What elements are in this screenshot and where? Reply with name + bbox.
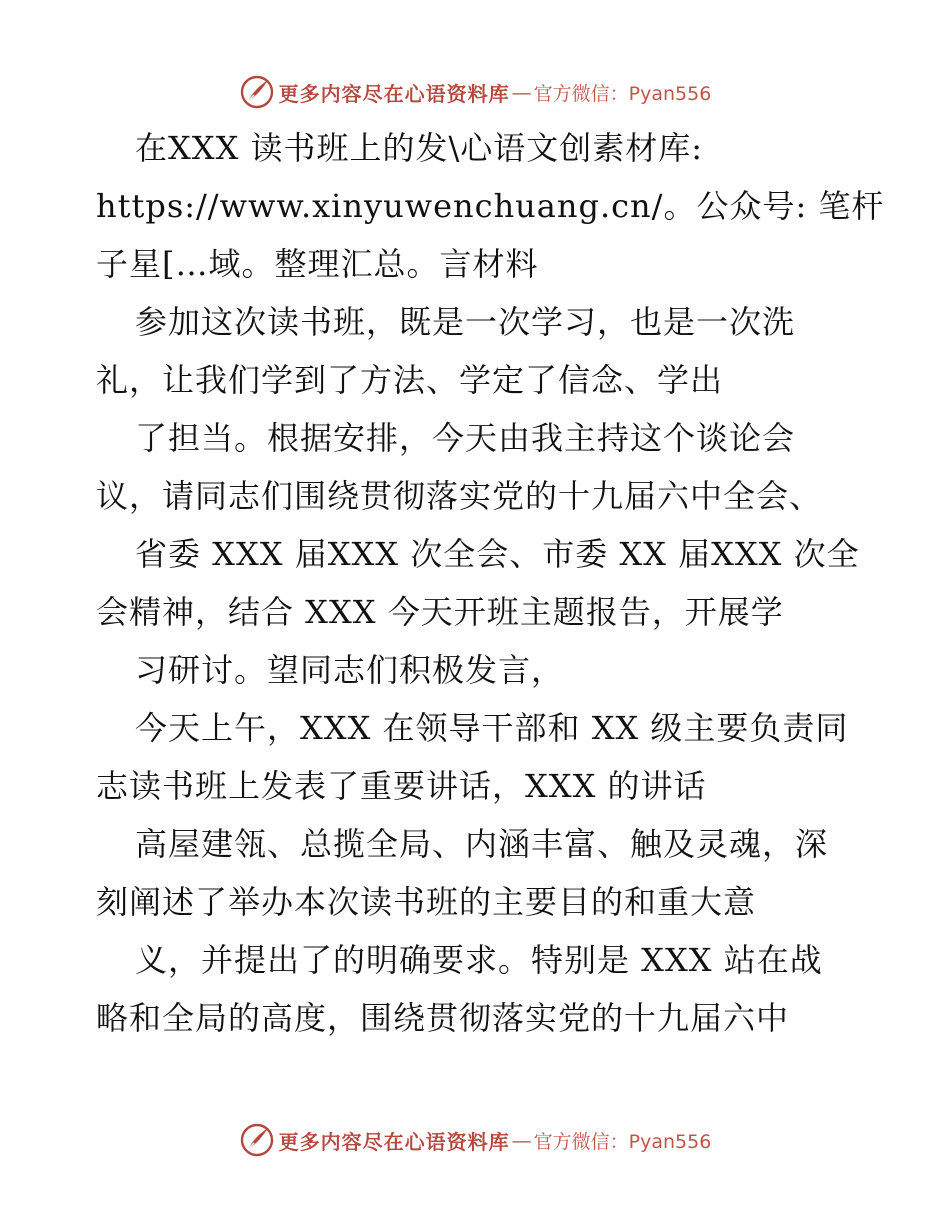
banner-title: 更多内容尽在心语资料库 bbox=[278, 81, 510, 106]
text-line: 高屋建瓴、总揽全局、内涵丰富、触及灵魂，深 bbox=[135, 825, 829, 863]
text-line: 在XXX 读书班上的发\心语文创素材库: bbox=[135, 129, 704, 167]
text-line: 省委 XXX 届XXX 次全会、市委 XX 届XXX 次全 bbox=[135, 535, 860, 573]
text-line: 礼，让我们学到了方法、学定了信念、学出 bbox=[96, 361, 724, 399]
text-line: 略和全局的高度，围绕贯彻落实党的十九届六中 bbox=[96, 999, 790, 1037]
text-line: 了担当。根据安排，今天由我主持这个谈论会 bbox=[135, 419, 796, 457]
text-line: https://www.xinyuwenchuang.cn/。公众号: 笔杆 bbox=[96, 187, 885, 225]
text-line: 志读书班上发表了重要讲话，XXX 的讲话 bbox=[96, 767, 707, 805]
banner-dash: — bbox=[511, 1128, 532, 1152]
banner-wechat: 官方微信：Pyan556 bbox=[533, 1130, 712, 1153]
feather-quill-icon bbox=[239, 1122, 275, 1158]
text-line: 刻阐述了举办本次读书班的主要目的和重大意 bbox=[96, 883, 757, 921]
text-line: 议，请同志们围绕贯彻落实党的十九届六中全会、 bbox=[96, 477, 823, 515]
banner-dash: — bbox=[511, 80, 532, 104]
text-line: 子星[…域。整理汇总。言材料 bbox=[96, 245, 539, 283]
text-line: 会精神，结合 XXX 今天开班主题报告，开展学 bbox=[96, 593, 784, 631]
text-line: 习研讨。望同志们积极发言， bbox=[135, 651, 565, 689]
text-line: 今天上午，XXX 在领导干部和 XX 级主要负责同 bbox=[135, 709, 849, 747]
footer-banner bbox=[0, 1120, 950, 1160]
header-banner bbox=[0, 72, 950, 112]
banner-wechat: 官方微信：Pyan556 bbox=[533, 82, 712, 105]
text-line: 义，并提出了的明确要求。特别是 XXX 站在战 bbox=[135, 941, 823, 979]
banner-title: 更多内容尽在心语资料库 bbox=[278, 1129, 510, 1154]
text-line: 参加这次读书班，既是一次学习，也是一次洗 bbox=[135, 303, 796, 341]
feather-quill-icon bbox=[239, 74, 275, 110]
